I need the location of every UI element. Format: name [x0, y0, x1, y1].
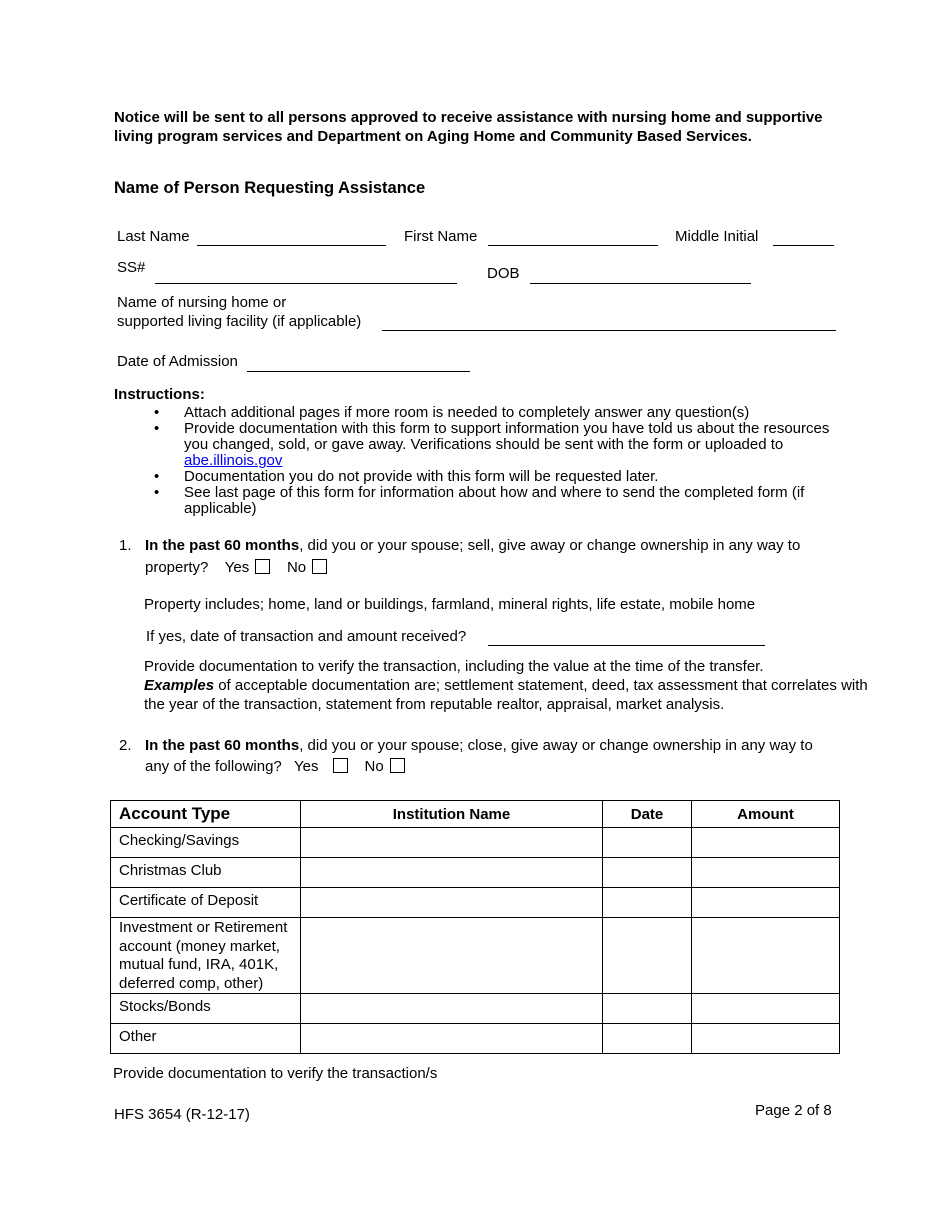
- page-number: Page 2 of 8: [755, 1102, 832, 1119]
- abe-link[interactable]: abe.illinois.gov: [184, 452, 283, 469]
- admission-field[interactable]: [247, 371, 470, 372]
- date-cell[interactable]: [603, 1024, 692, 1054]
- amount-cell[interactable]: [692, 918, 840, 994]
- facility-label-line1: Name of nursing home or: [117, 294, 287, 311]
- first-name-label: First Name: [404, 228, 478, 245]
- form-id: HFS 3654 (R-12-17): [114, 1106, 250, 1123]
- date-cell[interactable]: [603, 888, 692, 918]
- dob-field[interactable]: [530, 283, 751, 284]
- account-type-cell: Investment or Retirement account (money market, mutual fund, IRA, 401K, deferred comp, other): [111, 918, 301, 994]
- amount-cell[interactable]: [692, 994, 840, 1024]
- last-name-field[interactable]: [197, 245, 386, 246]
- q1-documentation: Provide documentation to verify the transaction, including the value at the time of the transfer. Examples of acceptable documentation are; settlement statement, deed, tax assessment that correlates with the year of the transaction, statement from reputable realtor, appraisal, market analysis.: [144, 658, 868, 713]
- q1-yes-checkbox[interactable]: [255, 559, 270, 574]
- institution-cell[interactable]: [301, 918, 603, 994]
- amount-cell[interactable]: [692, 858, 840, 888]
- institution-cell[interactable]: [301, 994, 603, 1024]
- section-title: Name of Person Requesting Assistance: [114, 179, 426, 197]
- ss-label: SS#: [117, 259, 146, 276]
- amount-cell[interactable]: [692, 1024, 840, 1054]
- instruction-item: • Documentation you do not provide with this form will be requested later.: [154, 469, 844, 485]
- q2-text: In the past 60 months, did you or your spouse; close, give away or change ownership in any way to: [145, 737, 813, 754]
- q2-no-checkbox[interactable]: [390, 758, 405, 773]
- ss-field[interactable]: [155, 283, 457, 284]
- table-row: [111, 888, 840, 918]
- institution-cell[interactable]: [301, 828, 603, 858]
- q2-yes-checkbox[interactable]: [333, 758, 348, 773]
- last-name-label: Last Name: [117, 228, 190, 245]
- account-type-cell: Christmas Club: [111, 858, 301, 888]
- amount-cell[interactable]: [692, 828, 840, 858]
- date-cell[interactable]: [603, 994, 692, 1024]
- table-row: [111, 858, 840, 888]
- institution-cell[interactable]: [301, 888, 603, 918]
- facility-label-line2: supported living facility (if applicable): [117, 313, 362, 330]
- header-date: Date: [603, 801, 692, 828]
- table-row: [111, 1024, 840, 1054]
- table-header-row: [111, 801, 840, 828]
- admission-label: Date of Admission: [117, 353, 238, 370]
- q1-includes: Property includes; home, land or buildings, farmland, mineral rights, life estate, mobile home: [144, 596, 756, 613]
- q1-no-checkbox[interactable]: [312, 559, 327, 574]
- table-row: [111, 994, 840, 1024]
- account-table: [110, 800, 840, 1054]
- table-row: [111, 918, 840, 994]
- facility-field[interactable]: [382, 330, 836, 331]
- instructions-title: Instructions:: [114, 386, 205, 403]
- account-type-cell: Stocks/Bonds: [111, 994, 301, 1024]
- instruction-item: • Provide documentation with this form to support information you have told us about the resources you changed, sold, or gave away. Verifications should be sent with the form or uploaded to abe.illinois.gov: [154, 421, 844, 469]
- instructions-list: [154, 405, 844, 517]
- account-type-cell: Checking/Savings: [111, 828, 301, 858]
- notice-text: Notice will be sent to all persons approved to receive assistance with nursing home and supportive living program services and Department on Aging Home and Community Based Services.: [114, 109, 823, 145]
- q1-if-yes-label: If yes, date of transaction and amount received?: [146, 628, 467, 645]
- amount-cell[interactable]: [692, 888, 840, 918]
- table-row: [111, 828, 840, 858]
- middle-initial-label: Middle Initial: [675, 228, 759, 245]
- instruction-item: • See last page of this form for information about how and where to send the completed form (if applicable): [154, 485, 844, 517]
- after-table-note: Provide documentation to verify the transaction/s: [113, 1065, 438, 1082]
- q1-transaction-field[interactable]: [488, 645, 765, 646]
- instruction-item: • Attach additional pages if more room is needed to completely answer any question(s): [154, 405, 844, 421]
- date-cell[interactable]: [603, 828, 692, 858]
- account-type-cell: Other: [111, 1024, 301, 1054]
- institution-cell[interactable]: [301, 858, 603, 888]
- q2-options: any of the following? Yes No: [145, 756, 405, 777]
- header-amount: Amount: [692, 801, 840, 828]
- date-cell[interactable]: [603, 918, 692, 994]
- header-account-type: Account Type: [111, 801, 301, 828]
- institution-cell[interactable]: [301, 1024, 603, 1054]
- middle-initial-field[interactable]: [773, 245, 834, 246]
- q1-number: 1.: [119, 537, 132, 554]
- q2-number: 2.: [119, 737, 132, 754]
- first-name-field[interactable]: [488, 245, 658, 246]
- date-cell[interactable]: [603, 858, 692, 888]
- q1-options: property? Yes No: [145, 557, 327, 578]
- dob-label: DOB: [487, 265, 520, 282]
- q1-text: In the past 60 months, did you or your spouse; sell, give away or change ownership in any way to: [145, 537, 801, 554]
- header-institution-name: Institution Name: [301, 801, 603, 828]
- account-type-cell: Certificate of Deposit: [111, 888, 301, 918]
